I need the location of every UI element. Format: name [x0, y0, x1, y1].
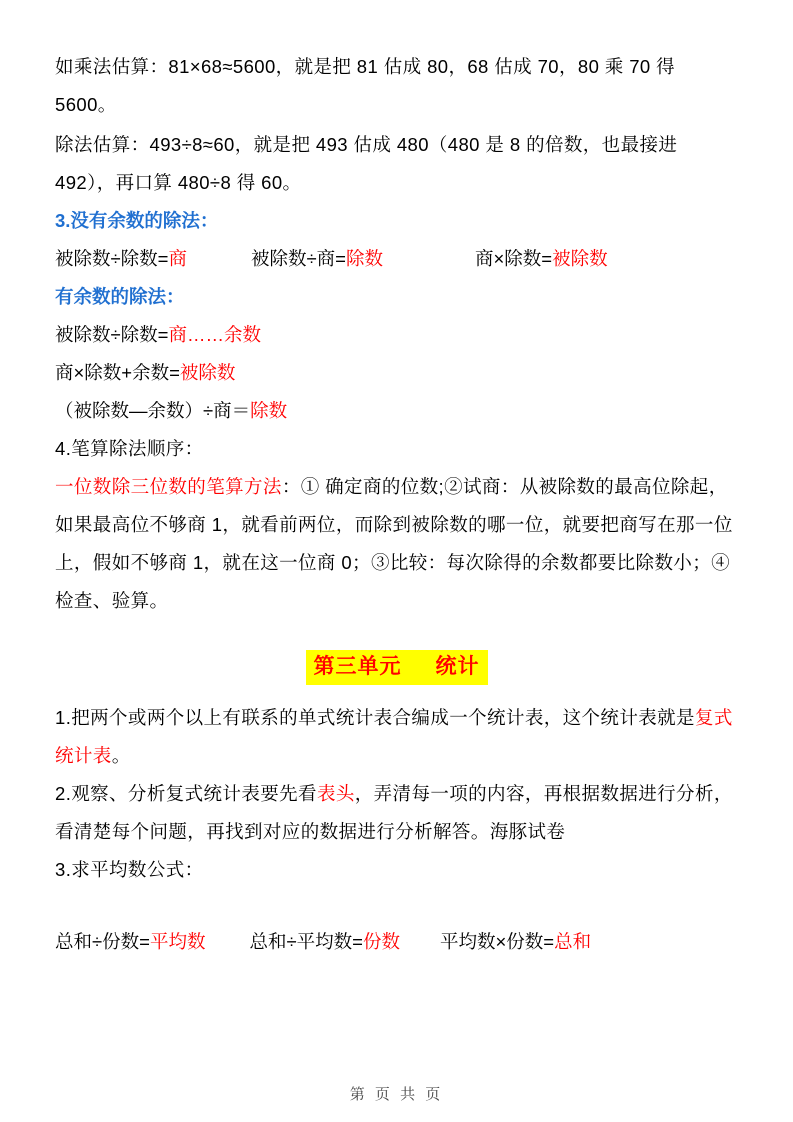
heading-written-division-order: 4.笔算除法顺序：: [55, 438, 204, 459]
paragraph-written-division-order: [55, 468, 738, 620]
formula-text: 商×除数=: [474, 248, 553, 269]
unit-title-left: 第三单元: [313, 655, 402, 678]
formula-result: 商……余数: [168, 324, 261, 345]
unit-title-container: [55, 650, 738, 685]
avg-formula-2-result: 份数: [362, 931, 400, 952]
formula-row-remainder-1: [55, 316, 738, 354]
paragraph-stat-1: [55, 699, 738, 775]
page-footer: 第 页 共 页: [349, 1086, 444, 1103]
unit-title-highlight: [306, 650, 488, 685]
stat-1-keyword: 复式统计表: [55, 707, 733, 766]
formula-result: 商: [168, 248, 187, 269]
heading-no-remainder-division: 3.没有余数的除法：: [55, 210, 219, 231]
formula-result: 被除数: [552, 248, 608, 269]
avg-formula-3-text: 平均数×份数=: [439, 931, 555, 952]
formula-text: （被除数—余数）÷商＝: [55, 400, 251, 421]
formula-result: 除数: [345, 248, 383, 269]
stat-1-text-before: 1.把两个或两个以上有联系的单式统计表合编成一个统计表，这个统计表就是: [55, 707, 695, 728]
paragraph-stat-3: [55, 851, 738, 889]
unit-title-right: 统计: [435, 655, 480, 678]
stat-3-text: 3.求平均数公式：: [55, 859, 204, 880]
formula-row-remainder-3: [55, 392, 738, 430]
paragraph-multiply-estimate: 如乘法估算：81×68≈5600，就是把 81 估成 80，68 估成 70，80 乘 70 得 5600。: [55, 56, 676, 115]
paragraph-divide-estimate: 除法估算：493÷8≈60，就是把 493 估成 480（480 是 8 的倍数，也最接进 492），再口算 480÷8 得 60。: [55, 134, 678, 193]
avg-formula-1-result: 平均数: [149, 931, 206, 952]
stat-2-text-before: 2.观察、分析复式统计表要先看: [55, 783, 317, 804]
order-red-lead: 一位数除三位数的笔算方法: [55, 476, 282, 497]
formula-result: 被除数: [179, 362, 236, 383]
formula-text: 被除数÷商=: [250, 248, 346, 269]
formula-result: 除数: [250, 400, 288, 421]
avg-formula-2-text: 总和÷平均数=: [249, 931, 363, 952]
order-rest-text: ：① 确定商的位数;②试商：从被除数的最高位除起，如果最高位不够商 1，就看前两位，而除到被除数的哪一位，就要把商写在那一位上，假如不够商 1，就在这一位商 0；③比较：每次除得的余数都要比除数小；④检查、验算。: [55, 476, 733, 611]
stat-2-text-after: ，弄清每一项的内容，再根据数据进行分析，看清楚每个问题，再找到对应的数据进行分析解答。海豚试卷: [55, 783, 733, 842]
formula-row-remainder-2: [55, 354, 738, 392]
avg-formula-3-result: 总和: [554, 931, 592, 952]
heading-with-remainder-division: 有余数的除法：: [55, 286, 185, 307]
formula-text: 被除数÷除数=: [55, 324, 169, 345]
formula-text: 被除数÷除数=: [55, 248, 169, 269]
average-formula-row: [55, 923, 738, 961]
formula-text: 商×除数+余数=: [55, 362, 180, 383]
stat-2-keyword: 表头: [316, 783, 355, 804]
avg-formula-1-text: 总和÷份数=: [55, 931, 150, 952]
stat-1-text-after: 。: [111, 745, 131, 766]
formula-row-no-remainder: [55, 240, 738, 278]
paragraph-stat-2: [55, 775, 738, 851]
